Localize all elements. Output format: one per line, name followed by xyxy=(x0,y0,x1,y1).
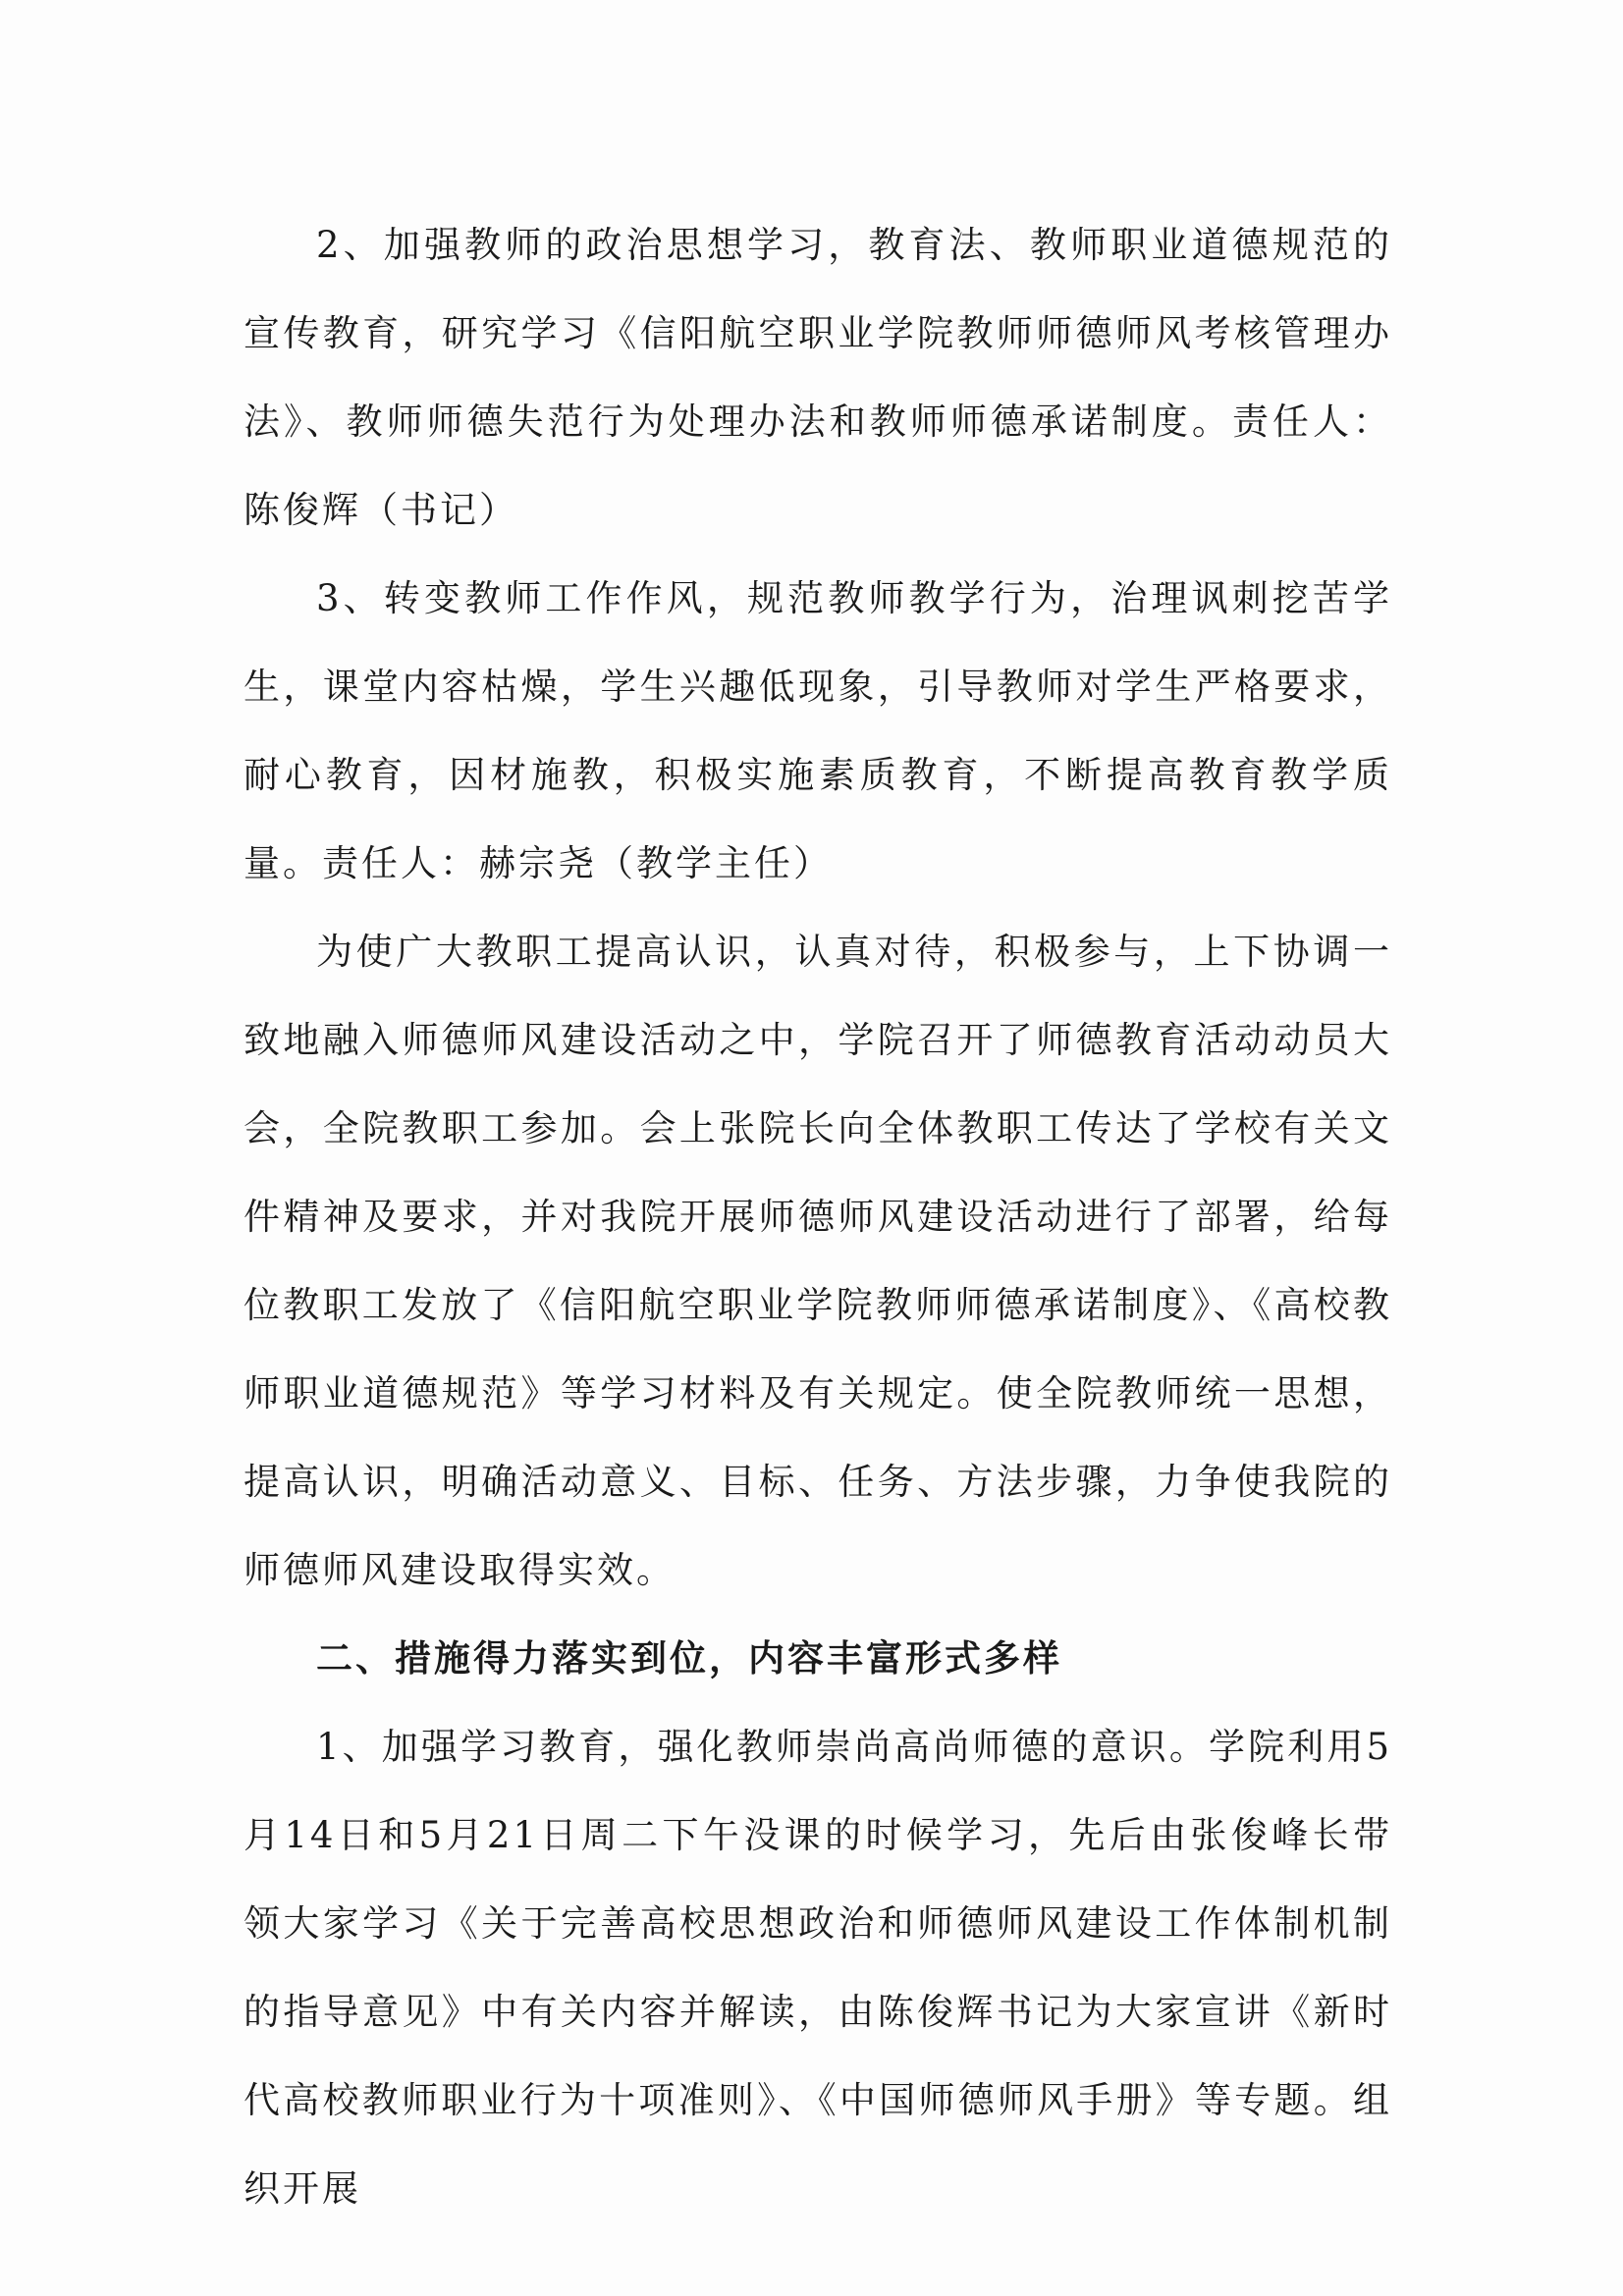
paragraph-responsibility-3: 3、转变教师工作作风，规范教师教学行为，治理讽刺挖苦学生，课堂内容枯燥，学生兴趣低现象，引导教师对学生严格要求，耐心教育，因材施教，积极实施素质教育，不断提高教育教学质量。责任人：赫宗尧（教学主任） xyxy=(243,577,1392,884)
paragraph-study-education: 1、加强学习教育，强化教师崇尚高尚师德的意识。学院利用5月14日和5月21日周二下午没课的时候学习，先后由张俊峰长带领大家学习《关于完善高校思想政治和师德师风建设工作体制机制的指导意见》中有关内容并解读，由陈俊辉书记为大家宣讲《新时代高校教师职业行为十项准则》、《中国师德师风手册》等专题。组织开展 xyxy=(243,1726,1392,2210)
section-heading-two: 二、措施得力落实到位，内容丰富形式多样 xyxy=(316,1637,1062,1680)
paragraph-responsibility-2: 2、加强教师的政治思想学习，教育法、教师职业道德规范的宣传教育，研究学习《信阳航空职业学院教师师德师风考核管理办法》、教师师德失范行为处理办法和教师师德承诺制度。责任人：陈俊辉（书记） xyxy=(243,224,1392,531)
document-body xyxy=(243,201,1392,2233)
paragraph-mobilization-meeting: 为使广大教职工提高认识，认真对待，积极参与，上下协调一致地融入师德师风建设活动之中，学院召开了师德教育活动动员大会，全院教职工参加。会上张院长向全体教职工传达了学校有关文件精神及要求，并对我院开展师德师风建设活动进行了部署，给每位教职工发放了《信阳航空职业学院教师师德承诺制度》、《高校教师职业道德规范》等学习材料及有关规定。使全院教师统一思想，提高认识，明确活动意义、目标、任务、方法步骤，力争使我院的师德师风建设取得实效。 xyxy=(243,931,1392,1591)
